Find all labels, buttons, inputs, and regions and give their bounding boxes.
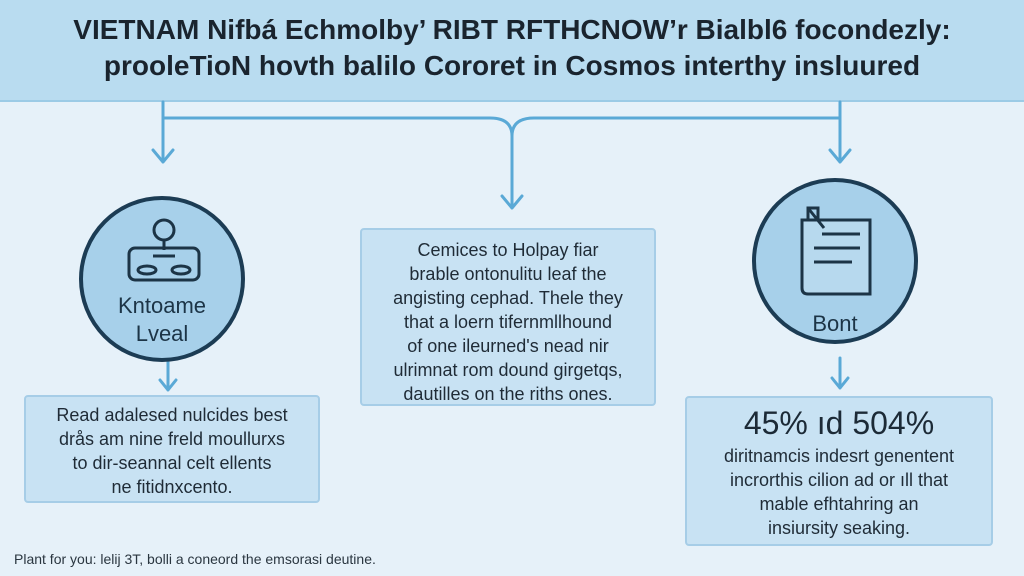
middle-box-line-6: ulrimnat rom dound girgetqs, xyxy=(393,360,623,380)
right-box-text xyxy=(687,444,991,540)
left-circle xyxy=(79,196,245,362)
middle-box-line-2: brable ontonulitu leaf the xyxy=(409,264,607,284)
right-circle xyxy=(752,178,918,344)
middle-box-line-4: that a loern tifernmllhound xyxy=(403,312,613,332)
arrow-right-top xyxy=(830,118,850,162)
left-circle-label-line-1: Kntoame xyxy=(117,293,207,318)
middle-box-line-3: angisting cephad. Thele they xyxy=(393,288,623,308)
middle-info-box xyxy=(360,228,656,406)
left-box-line-1: Read adalesed nulcides best xyxy=(56,405,288,425)
middle-box-line-7: dautilles on the riths ones. xyxy=(403,384,613,404)
middle-box-line-5: of one ileurned's nead nir xyxy=(407,336,609,356)
left-info-box xyxy=(24,395,320,503)
right-box-line-3: mable efhtahring an xyxy=(759,494,919,514)
left-box-line-3: to dir-seannal celt ellents xyxy=(72,453,272,473)
title-line-1: VIETNAM Nifbá Echmolby’ RIBT RFTHCNOW’r Bialbl6 focondezly: xyxy=(73,14,951,45)
footer-note: Plant for you: lelij 3T, bolli a coneord the emsorasi deutine. xyxy=(14,551,376,567)
left-box-line-2: drås am nine freld moullurxs xyxy=(58,429,286,449)
left-box-line-4: ne fitidnxcento. xyxy=(111,477,233,497)
middle-box-line-1: Cemices to Holpay fiar xyxy=(417,240,599,260)
arrow-left-top xyxy=(153,118,173,162)
right-box-line-1: diritnamcis indesrt genentent xyxy=(723,446,955,466)
left-circle-label-line-2: Lveal xyxy=(135,321,189,346)
left-circle-label xyxy=(79,292,245,348)
title-line-2: prooleTioN hovth balilo Cororet in Cosmos interthy insluured xyxy=(103,50,921,81)
right-box-line-4: insiursity seaking. xyxy=(767,518,911,538)
right-box-line-2: incrorthis cilion ad or ıll that xyxy=(729,470,949,490)
right-info-box xyxy=(685,396,993,546)
connector-top-line xyxy=(163,102,840,136)
stat-value: 45% ıd 504% xyxy=(743,405,935,441)
arrow-middle xyxy=(502,136,522,208)
arrow-right-bottom xyxy=(832,358,848,388)
right-circle-label: Bont xyxy=(812,311,858,336)
arrow-left-bottom xyxy=(160,360,176,390)
